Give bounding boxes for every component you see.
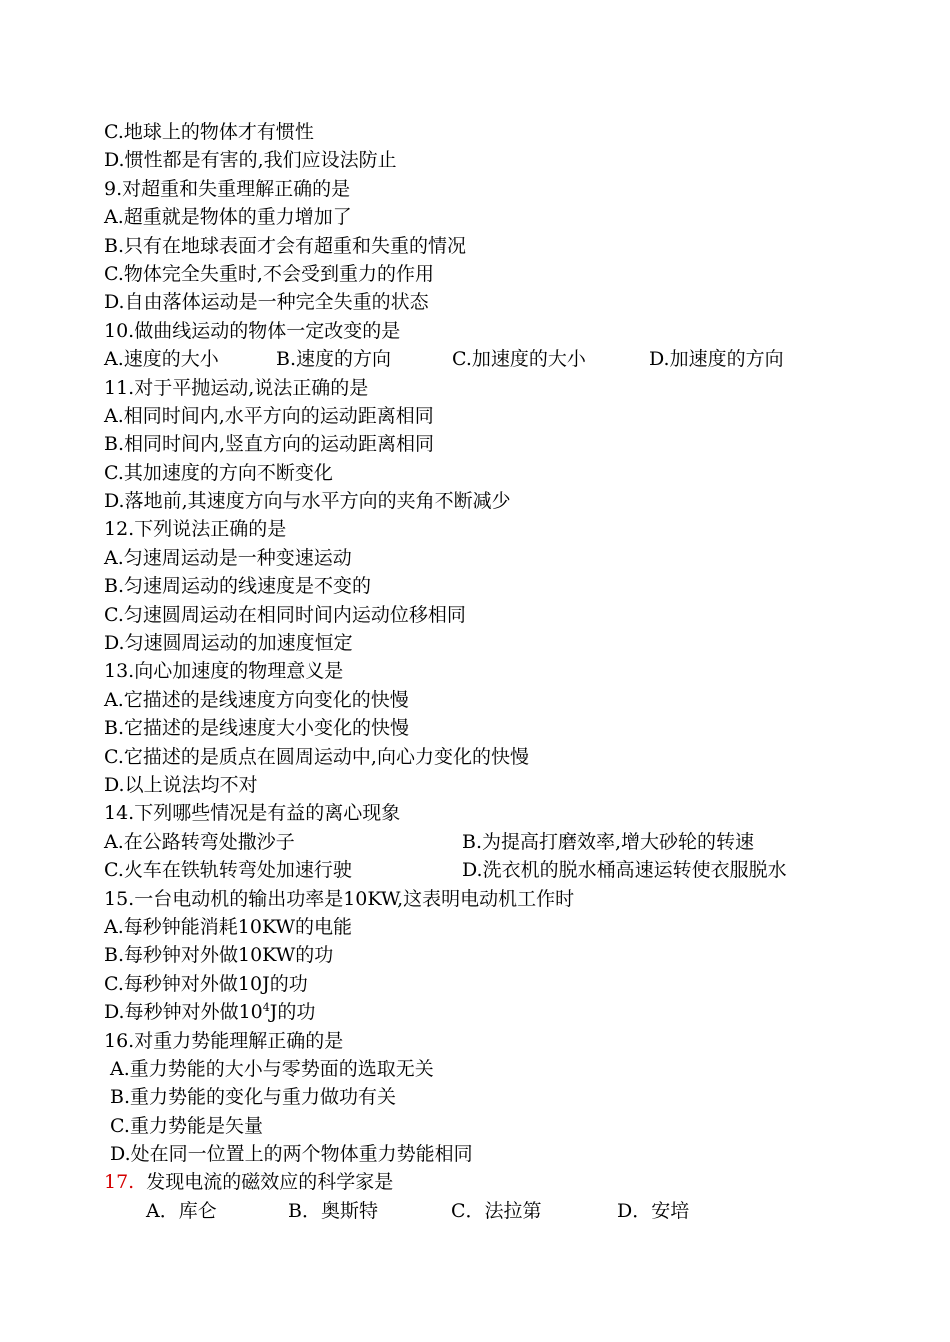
- text-line: C.匀速圆周运动在相同时间内运动位移相同: [104, 603, 466, 626]
- q15-d-text: D.每秒钟对外做10: [104, 1001, 263, 1024]
- q10-option-a: A.速度的大小: [104, 348, 219, 371]
- q17-option-a: A．库仑: [146, 1199, 217, 1222]
- text-line: B.只有在地球表面才会有超重和失重的情况: [104, 234, 467, 257]
- text-line: C.地球上的物体才有惯性: [104, 121, 314, 143]
- text-line: B.它描述的是线速度大小变化的快慢: [104, 717, 410, 740]
- text-line: A.重力势能的大小与零势面的选取无关: [104, 1057, 434, 1080]
- text-line: 10.做曲线运动的物体一定改变的是: [104, 319, 401, 342]
- text-line: B.每秒钟对外做10KW的功: [104, 944, 334, 967]
- q14-option-d: D.洗衣机的脱水桶高速运转使衣服脱水: [462, 859, 787, 882]
- text-line: 14.下列哪些情况是有益的离心现象: [104, 802, 401, 825]
- text-line: 11.对于平抛运动,说法正确的是: [104, 376, 369, 399]
- text-line: 9.对超重和失重理解正确的是: [104, 177, 351, 200]
- q14-option-a: A.在公路转弯处撒沙子: [104, 830, 295, 853]
- q15-option-d: [104, 998, 787, 1026]
- text-line: C.其加速度的方向不断变化: [104, 461, 333, 484]
- text-line: A.相同时间内,水平方向的运动距离相同: [104, 404, 434, 427]
- q15-d-unit: J的功: [269, 1001, 316, 1024]
- exam-questions: [104, 118, 787, 1225]
- text-line: D.匀速圆周运动的加速度恒定: [104, 632, 353, 655]
- text-line: D.惯性都是有害的,我们应设法防止: [104, 149, 397, 172]
- text-line: D.处在同一位置上的两个物体重力势能相同: [104, 1143, 473, 1166]
- text-line: B.重力势能的变化与重力做功有关: [104, 1086, 397, 1109]
- q10-option-c: C.加速度的大小: [452, 348, 586, 371]
- text-line: 15.一台电动机的输出功率是10KW,这表明电动机工作时: [104, 887, 575, 910]
- text-line: C.物体完全失重时,不会受到重力的作用: [104, 262, 434, 285]
- text-line: A.超重就是物体的重力增加了: [104, 206, 352, 229]
- text-line: D.以上说法均不对: [104, 773, 258, 796]
- text-line: 16.对重力势能理解正确的是: [104, 1029, 344, 1052]
- text-line: 12.下列说法正确的是: [104, 518, 287, 541]
- q10-options: [104, 345, 787, 373]
- q14-option-b: B.为提高打磨效率,增大砂轮的转速: [462, 830, 755, 853]
- text-line: A.每秒钟能消耗10KW的电能: [104, 915, 352, 938]
- q14-option-c: C.火车在铁轨转弯处加速行驶: [104, 859, 352, 882]
- text-line: D.自由落体运动是一种完全失重的状态: [104, 291, 429, 314]
- text-line: A.匀速周运动是一种变速运动: [104, 546, 352, 569]
- q17-text: 发现电流的磁效应的科学家是: [134, 1171, 394, 1194]
- text-line: C.每秒钟对外做10J的功: [104, 972, 308, 995]
- text-line: C.重力势能是矢量: [104, 1114, 263, 1137]
- text-line: 13.向心加速度的物理意义是: [104, 660, 344, 683]
- q14-options-row-1: [104, 828, 787, 856]
- q17-option-d: D．安培: [617, 1199, 690, 1222]
- q17-option-c: C．法拉第: [451, 1199, 542, 1222]
- q10-option-b: B.速度的方向: [276, 348, 392, 371]
- q17-question: [104, 1168, 787, 1196]
- q17-option-b: B．奥斯特: [288, 1199, 378, 1222]
- q17-options: [104, 1197, 787, 1225]
- text-line: B.相同时间内,竖直方向的运动距离相同: [104, 433, 435, 456]
- text-line: A.它描述的是线速度方向变化的快慢: [104, 688, 409, 711]
- q10-option-d: D.加速度的方向: [649, 348, 784, 371]
- text-line: B.匀速周运动的线速度是不变的: [104, 575, 372, 598]
- q17-number: 17.: [104, 1171, 135, 1194]
- q14-options-row-2: [104, 856, 787, 884]
- text-line: D.落地前,其速度方向与水平方向的夹角不断减少: [104, 490, 511, 513]
- text-line: C.它描述的是质点在圆周运动中,向心力变化的快慢: [104, 745, 529, 768]
- q15-d-exponent: 4: [262, 1001, 270, 1015]
